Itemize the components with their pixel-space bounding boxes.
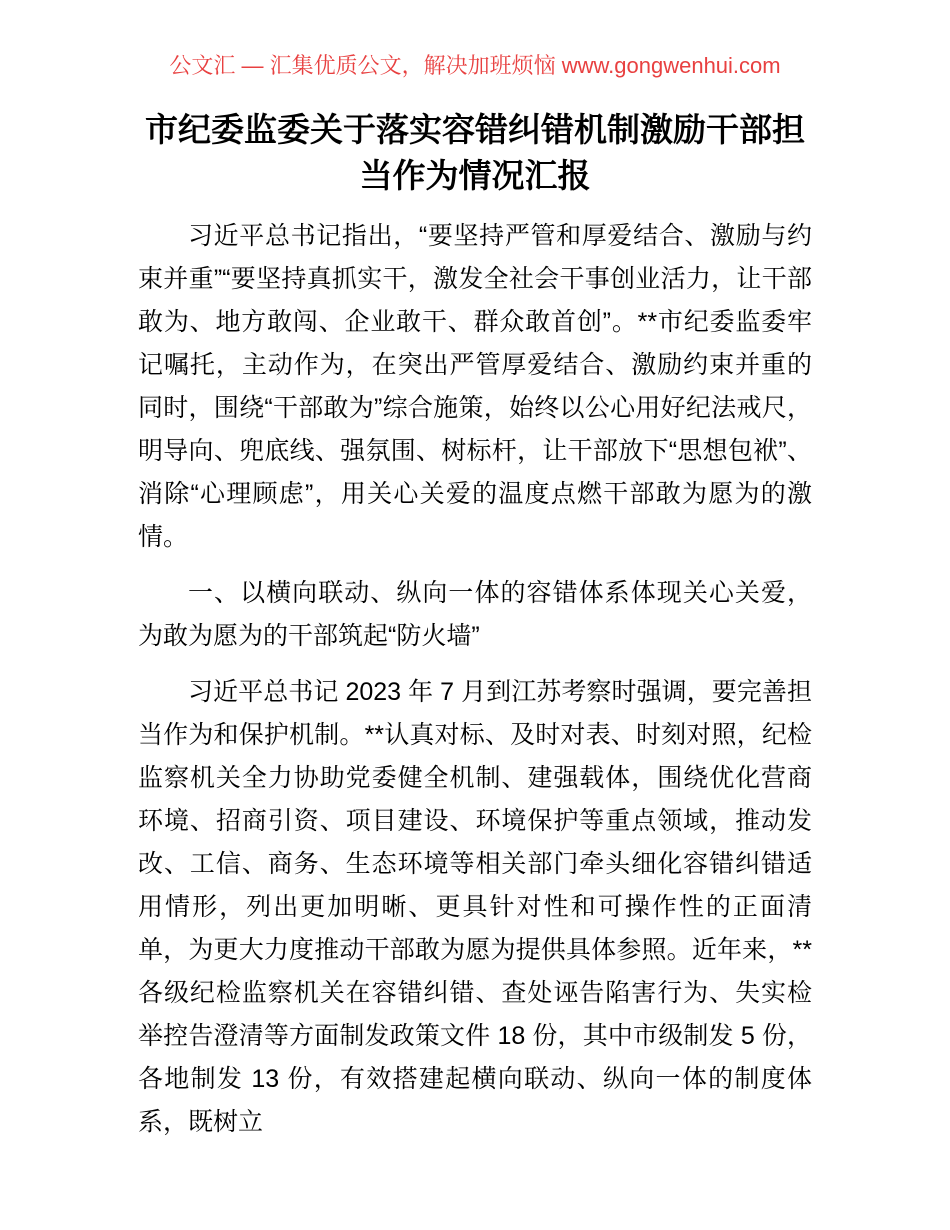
document-body [138,215,812,1144]
document-title: 市纪委监委关于落实容错纠错机制激励干部担当作为情况汇报 [145,111,805,194]
site-watermark: 公文汇 — 汇集优质公文，解决加班烦恼 www.gongwenhui.com [169,53,781,78]
section-paragraph-1: 习近平总书记 2023 年 7 月到江苏考察时强调，要完善担当作为和保护机制。**认真对标、及时对表、时刻对照，纪检监察机关全力协助党委健全机制、建强载体，围绕优化营商环境、招商引资、项目建设、环境保护等重点领域，推动发改、工信、商务、生态环境等相关部门牵头细化容错纠错适用情形，列出更加明晰、更具针对性和可操作性的正面清单，为更大力度推动干部敢为愿为提供具体参照。近年来，**各级纪检监察机关在容错纠错、查处诬告陷害行为、失实检举控告澄清等方面制发政策文件 18 份，其中市级制发 5 份，各地制发 13 份，有效搭建起横向联动、纵向一体的制度体系，既树立 [138,678,812,1136]
intro-paragraph: 习近平总书记指出，“要坚持严管和厚爱结合、激励与约束并重”“要坚持真抓实干，激发全社会干事创业活力，让干部敢为、地方敢闯、企业敢干、群众敢首创”。**市纪委监委牢记嘱托，主动作为，在突出严管厚爱结合、激励约束并重的同时，围绕“干部敢为”综合施策，始终以公心用好纪法戒尺，明导向、兜底线、强氛围、树标杆，让干部放下“思想包袱”、消除“心理顾虑”，用关心关爱的温度点燃干部敢为愿为的激情。 [138,222,812,551]
section-heading-1: 一、以横向联动、纵向一体的容错体系体现关心关爱，为敢为愿为的干部筑起“防火墙” [138,579,812,650]
